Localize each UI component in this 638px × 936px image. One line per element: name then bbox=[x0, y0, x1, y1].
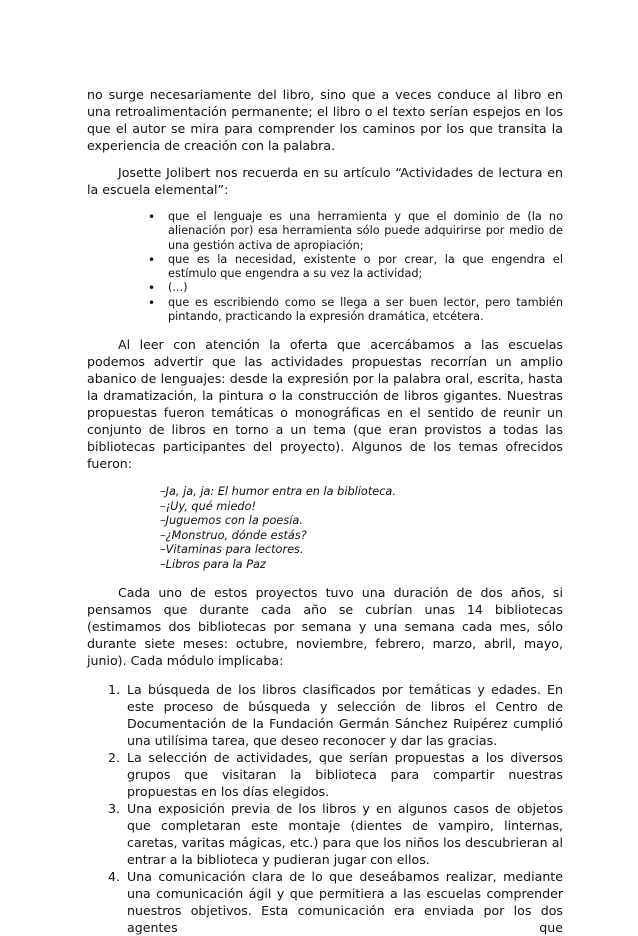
document-page bbox=[87, 86, 563, 936]
theme-item: –Vitaminas para lectores. bbox=[160, 543, 304, 557]
step-text: La búsqueda de los libros clasificados por temáticas y edades. En este proceso de búsqueda y selección de libros el Centro de Documentación de la Fundación Germán Sánchez Ruipérez cumplió una utilísima tarea, que deseo reconocer y dar las gracias. bbox=[127, 682, 563, 749]
quote-bullet-item: • que es la necesidad, existente o por crear, la que engendra el estímulo que engendra a su vez la actividad; bbox=[168, 253, 563, 282]
paragraph-jolibert: Josette Jolibert nos recuerda en su artículo “Actividades de lectura en la escuela elemental”: bbox=[87, 165, 563, 197]
step-number: 1. bbox=[108, 682, 121, 698]
theme-item: –Libros para la Paz bbox=[160, 557, 266, 571]
step-item bbox=[108, 868, 563, 936]
paragraph-duracion: Cada uno de estos proyectos tuvo una duración de dos años, si pensamos que durante cada año se cubrían unas 14 bibliotecas (estimamos dos bibliotecas por semana y una semana cada mes, sólo durante siete meses: octubre, noviembre, febrero, marzo, abril, mayo, junio). Cada módulo implicaba: bbox=[87, 585, 563, 669]
theme-item: –Ja, ja, ja: El humor entra en la biblioteca. bbox=[160, 485, 396, 499]
themes-list bbox=[160, 485, 563, 572]
theme-item: –¡Uy, qué miedo! bbox=[160, 499, 257, 513]
quote-bullet-item: • (...) bbox=[168, 281, 563, 295]
step-text: La selección de actividades, que serían propuestas a los diversos grupos que visitaran la biblioteca para compartir nuestras propuestas en los días elegidos. bbox=[127, 750, 563, 800]
theme-item: –Juguemos con la poesía. bbox=[160, 514, 303, 528]
step-number: 2. bbox=[108, 750, 121, 766]
quote-bullet-item: • que es escribiendo como se llega a ser buen lector, pero también pintando, practicando la expresión dramática, etcétera. bbox=[168, 296, 563, 325]
step-item bbox=[108, 681, 563, 749]
step-number: 4. bbox=[108, 869, 121, 885]
step-text: Una comunicación clara de lo que deseábamos realizar, mediante una comunicación ágil y que permitiera a las escuelas comprender nuestros objetivos. Esta comunicación era enviada por los dos agentes que bbox=[127, 869, 563, 936]
paragraph-oferta: Al leer con atención la oferta que acercábamos a las escuelas podemos advertir que las actividades propuestas recorrían un amplio abanico de lenguajes: desde la expresión por la palabra oral, escrita, hasta la dramatización, la pintura o la construcción de libros gigantes. Nuestras propuestas fueron temáticas o monográficas en el sentido de reunir un conjunto de libros en torno a un tema (que eran provistos a todas las bibliotecas participantes del proyecto). Algunos de los temas ofrecidos fueron: bbox=[87, 337, 563, 472]
step-item bbox=[108, 800, 563, 868]
quote-bullet-list bbox=[87, 210, 563, 324]
paragraph-intro: no surge necesariamente del libro, sino que a veces conduce al libro en una retroalimentación permanente; el libro o el texto serían espejos en los que el autor se mira para comprender los caminos por los que transita la experiencia de creación con la palabra. bbox=[87, 87, 563, 153]
step-number: 3. bbox=[108, 801, 121, 817]
module-steps-list bbox=[87, 681, 563, 936]
quote-bullet-item: • que el lenguaje es una herramienta y que el dominio de (la no alienación por) esa herramienta sólo puede adquirirse por medio de una gestión activa de apropiación; bbox=[168, 210, 563, 253]
step-text: Una exposición previa de los libros y en algunos casos de objetos que completaran este montaje (dientes de vampiro, linternas, caretas, varitas mágicas, etc.) para que los niños los descubrieran al entrar a la biblioteca y pudieran jugar con ellos. bbox=[127, 801, 563, 868]
step-item bbox=[108, 749, 563, 800]
theme-item: –¿Monstruo, dónde estás? bbox=[160, 528, 307, 542]
